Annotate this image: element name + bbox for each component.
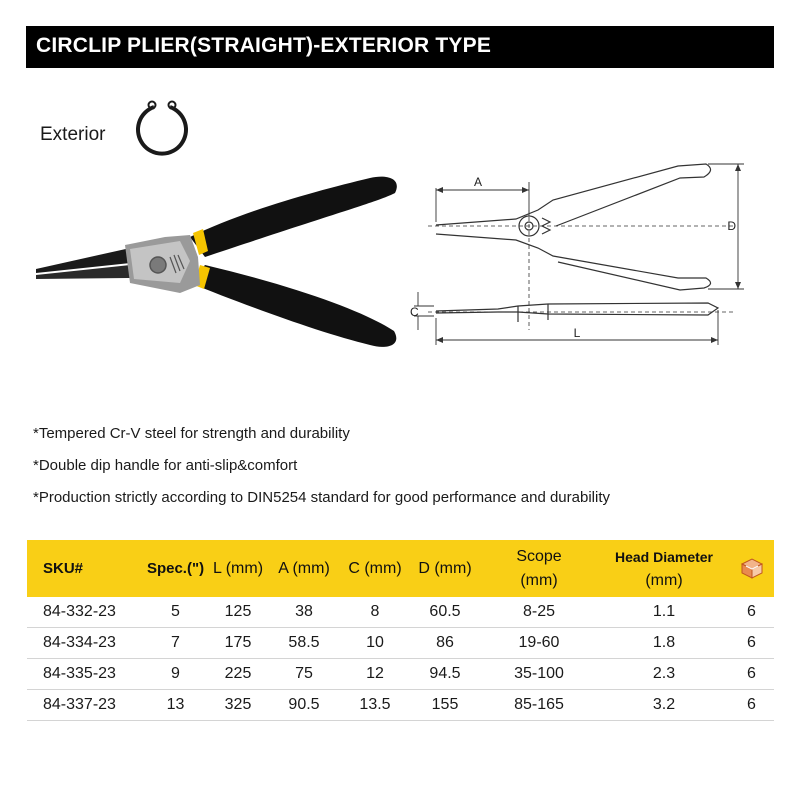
cell-spec: 5 (144, 597, 207, 628)
cell-c: 8 (339, 597, 411, 628)
cell-l: 325 (207, 690, 269, 721)
cell-spec: 7 (144, 628, 207, 659)
table-header-row (27, 540, 774, 597)
header-d: D (mm) (418, 559, 472, 577)
dimension-diagram (408, 160, 758, 360)
cell-qty: 6 (729, 690, 774, 721)
cell-sku: 84-332-23 (27, 597, 144, 628)
header-head-line2: (mm) (645, 571, 683, 589)
cell-d: 60.5 (411, 597, 479, 628)
table-row (27, 690, 774, 721)
cell-d: 86 (411, 628, 479, 659)
cell-sku: 84-335-23 (27, 659, 144, 690)
header-l: L (mm) (212, 559, 264, 577)
cell-scope: 19-60 (479, 628, 599, 659)
plier-image (30, 165, 410, 380)
table-row (27, 597, 774, 628)
cell-qty: 6 (729, 597, 774, 628)
cell-c: 10 (339, 628, 411, 659)
feature-item: *Production strictly according to DIN5254 standard for good performance and durability (33, 489, 610, 506)
cell-qty: 6 (729, 628, 774, 659)
table-row (27, 628, 774, 659)
cell-a: 75 (269, 659, 339, 690)
cell-a: 58.5 (269, 628, 339, 659)
cell-scope: 8-25 (479, 597, 599, 628)
cell-l: 125 (207, 597, 269, 628)
dimension-d-label: D (727, 219, 736, 233)
feature-item: *Double dip handle for anti-slip&comfort (33, 457, 298, 474)
cell-l: 225 (207, 659, 269, 690)
spec-table (27, 540, 774, 721)
cell-a: 90.5 (269, 690, 339, 721)
cell-l: 175 (207, 628, 269, 659)
title-bar (26, 26, 774, 68)
header-scope (479, 540, 599, 597)
cell-scope: 85-165 (479, 690, 599, 721)
table-row (27, 659, 774, 690)
cell-sku: 84-334-23 (27, 628, 144, 659)
cell-c: 12 (339, 659, 411, 690)
header-a: A (mm) (278, 559, 330, 577)
cell-spec: 9 (144, 659, 207, 690)
header-spec: Spec.(") (146, 559, 205, 577)
exterior-label: Exterior (40, 124, 106, 145)
feature-list (33, 424, 610, 520)
cell-head: 1.8 (599, 628, 729, 659)
circlip-ring-icon (132, 98, 192, 160)
cell-head: 1.1 (599, 597, 729, 628)
header-scope-line1: Scope (516, 547, 562, 565)
header-sku: SKU# (43, 559, 84, 577)
cell-scope: 35-100 (479, 659, 599, 690)
header-head-line1: Head Diameter (614, 548, 714, 565)
cell-head: 2.3 (599, 659, 729, 690)
cell-sku: 84-337-23 (27, 690, 144, 721)
dimension-l-label: L (573, 326, 581, 340)
header-scope-line2: (mm) (520, 571, 558, 589)
cell-c: 13.5 (339, 690, 411, 721)
page-title: CIRCLIP PLIER(STRAIGHT)-EXTERIOR TYPE (36, 34, 492, 57)
header-c: C (mm) (348, 559, 402, 577)
header-head-diameter (599, 540, 729, 597)
cell-qty: 6 (729, 659, 774, 690)
cell-head: 3.2 (599, 690, 729, 721)
dimension-a-label: A (473, 175, 483, 189)
cell-d: 155 (411, 690, 479, 721)
cell-spec: 13 (144, 690, 207, 721)
dimension-c-label: C (410, 305, 419, 319)
feature-item: *Tempered Cr-V steel for strength and durability (33, 425, 350, 442)
cell-a: 38 (269, 597, 339, 628)
header-box (729, 540, 774, 597)
cell-d: 94.5 (411, 659, 479, 690)
box-icon (740, 557, 764, 579)
